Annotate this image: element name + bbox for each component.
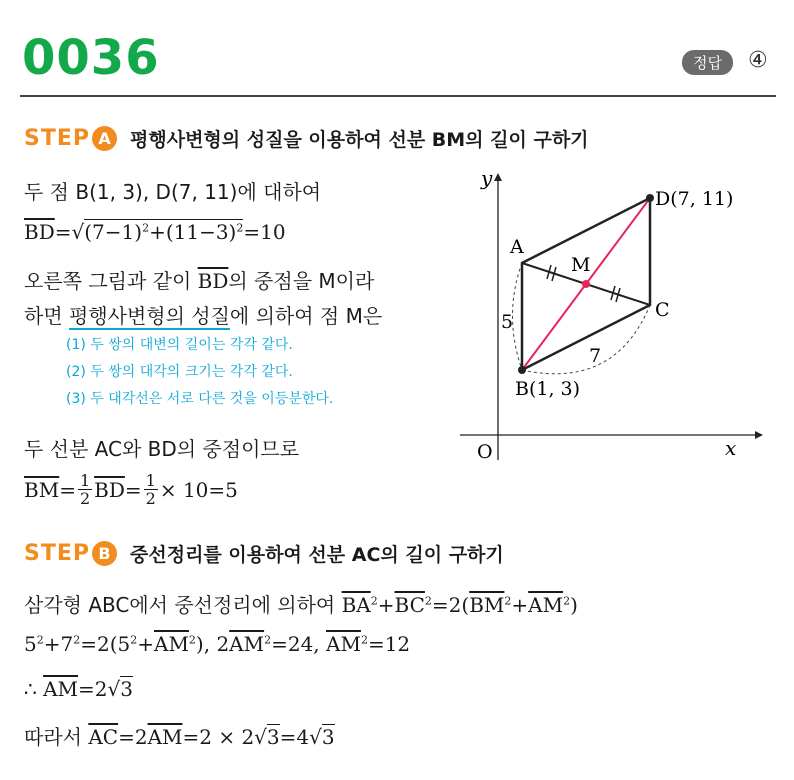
step-a-line-4 — [24, 300, 382, 329]
segment-bd: $\overline{BD}$ — [197, 269, 229, 293]
hint-1: (1) 두 쌍의 대변의 길이는 각각 같다. — [66, 337, 293, 353]
label-a: A — [510, 236, 524, 258]
term: 5 — [24, 632, 37, 656]
exp: 2 — [424, 594, 432, 608]
label-c: C — [655, 299, 670, 321]
step-b-line-4 — [24, 721, 335, 750]
answer-value: ④ — [748, 48, 768, 73]
radicand — [84, 219, 243, 244]
y-axis-label: y — [481, 166, 493, 190]
step-b-description: 중선정리를 이용하여 선분 AC의 길이 구하기 — [130, 543, 504, 566]
segment-ba: $\overline{BA}$ — [341, 593, 371, 617]
equals: = — [59, 477, 76, 502]
segment-bc: $\overline{BC}$ — [394, 593, 425, 617]
sqrt-sign: =√ — [54, 220, 85, 244]
x-axis-arrow — [755, 431, 763, 439]
text-part: 삼각형 ABC에서 중선정리에 의하여 — [24, 593, 342, 617]
label-d: D(7, 11) — [655, 188, 734, 210]
step-a-line-3 — [24, 265, 374, 294]
paren: ) — [570, 593, 578, 617]
step-a-heading — [24, 123, 589, 153]
step-a-line-2 — [24, 220, 286, 244]
times-ten: × 10=5 — [159, 477, 238, 502]
segment-bd: $\overline{BD}$ — [24, 220, 55, 244]
text-part: 의 중점을 M이라 — [228, 269, 375, 293]
term: =4√ — [279, 725, 322, 749]
segment-am: $\overline{AM}$ — [229, 632, 265, 656]
step-b-heading — [24, 538, 504, 568]
step-b-letter: B — [92, 541, 117, 566]
term: =2(5 — [80, 632, 131, 656]
term: =2√ — [78, 677, 121, 701]
origin-label: O — [477, 441, 493, 463]
term: +7 — [43, 632, 74, 656]
segment-bm: $\overline{BM}$ — [469, 593, 505, 617]
label-side-bc: 7 — [589, 345, 602, 367]
header-divider — [20, 95, 776, 97]
segment-ac: $\overline{AC}$ — [88, 725, 119, 749]
segment-bd: $\overline{BD}$ — [94, 477, 125, 502]
segment-am: $\overline{AM}$ — [154, 632, 189, 656]
y-axis-arrow — [494, 173, 502, 181]
problem-number: 0036 — [22, 30, 160, 86]
denominator: 2 — [79, 489, 91, 508]
result-10: =10 — [243, 220, 286, 244]
exp-2: 2 — [236, 221, 244, 235]
fraction-half — [144, 472, 158, 507]
segment-am: $\overline{AM}$ — [326, 632, 361, 656]
term: =24, — [271, 632, 327, 656]
segment-am: $\overline{AM}$ — [528, 593, 564, 617]
exp: 2 — [36, 633, 44, 647]
plus: + — [511, 593, 529, 617]
term: =12 — [367, 632, 411, 656]
step-a-letter: A — [92, 126, 117, 151]
arc-ab — [513, 263, 523, 370]
term: =2 × 2√ — [182, 725, 267, 749]
step-a-line-1: 두 점 B(1, 3), D(7, 11)에 대하여 — [24, 180, 322, 204]
point-d — [646, 194, 654, 202]
step-a-description: 평행사변형의 성질을 이용하여 선분 BM의 길이 구하기 — [130, 128, 589, 151]
exp-1: 2 — [142, 221, 150, 235]
segment-am: $\overline{AM}$ — [147, 725, 183, 749]
term-1: (7−1) — [84, 220, 143, 244]
equals: = — [124, 477, 142, 502]
term: ), 2 — [195, 632, 230, 656]
denominator: 2 — [145, 489, 156, 508]
numerator: 1 — [145, 471, 156, 490]
numerator: 1 — [79, 471, 91, 490]
exp: 2 — [130, 633, 138, 647]
step-b-line-2 — [24, 632, 410, 656]
segment-bm: $\overline{BM}$ — [24, 477, 60, 502]
exp: 2 — [73, 633, 81, 647]
answer-badge: 정답 — [682, 50, 733, 75]
exp: 2 — [563, 594, 571, 608]
step-b-line-1 — [24, 589, 578, 618]
plus: + — [377, 593, 395, 617]
exp: 2 — [188, 633, 196, 647]
x-axis-label: x — [725, 436, 737, 460]
plus: + — [137, 632, 154, 656]
text-part: 오른쪽 그림과 같이 — [24, 269, 198, 293]
exp: 2 — [504, 594, 512, 608]
therefore: ∴ — [24, 677, 44, 701]
text-part: 에 의하여 점 M은 — [229, 304, 383, 328]
fraction-half — [78, 472, 92, 507]
exp: 2 — [360, 633, 368, 647]
label-b: B(1, 3) — [515, 378, 581, 400]
step-a-word: STEP — [24, 125, 91, 151]
radicand: 3 — [266, 725, 280, 749]
exp: 2 — [264, 633, 272, 647]
label-side-ab: 5 — [501, 311, 514, 333]
label-m: M — [571, 254, 591, 276]
text-part: 따라서 — [24, 725, 89, 749]
step-b-word: STEP — [24, 540, 91, 566]
segment-am: $\overline{AM}$ — [43, 677, 79, 701]
point-b — [518, 366, 526, 374]
radicand: 3 — [120, 677, 133, 701]
step-a-line-5: 두 선분 AC와 BD의 중점이므로 — [24, 437, 300, 461]
equals-two: =2( — [431, 593, 470, 617]
parallelogram-figure — [455, 165, 775, 465]
hint-2: (2) 두 쌍의 대각의 크기는 각각 같다. — [66, 364, 293, 380]
radicand: 3 — [321, 725, 335, 749]
text-part: 하면 — [24, 304, 69, 328]
step-a-line-6 — [24, 472, 238, 507]
hint-3: (3) 두 대각선은 서로 다른 것을 이등분한다. — [66, 391, 334, 407]
point-m — [582, 280, 590, 288]
term-2: +(11−3) — [149, 220, 237, 244]
exp: 2 — [370, 594, 378, 608]
underlined-property: 평행사변형의 성질 — [69, 304, 230, 328]
term: =2 — [118, 725, 148, 749]
step-b-line-3 — [24, 677, 133, 701]
